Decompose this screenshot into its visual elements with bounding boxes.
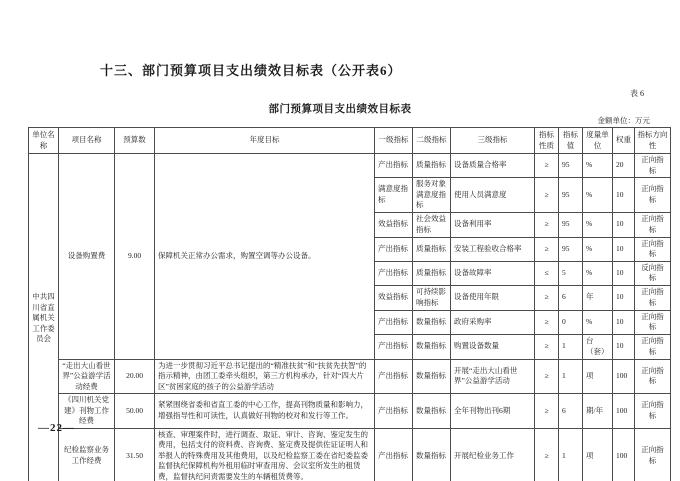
annual-goal-cell: 为进一步贯彻习近平总书记提出的“精准扶贫”和“扶贫先扶智”的指示精神，由团工委牵头组织，第三方机构承办，针对“四大片区”贫困家庭的孩子的公益游学活动 bbox=[155, 359, 375, 394]
indicator-l2-cell: 数量指标 bbox=[413, 334, 451, 359]
budget-cell: 31.50 bbox=[115, 428, 155, 481]
table-row bbox=[29, 394, 671, 429]
header-project-name: 项目名称 bbox=[59, 128, 115, 154]
indicator-weight-cell: 100 bbox=[613, 428, 635, 481]
table-row bbox=[29, 428, 671, 481]
indicator-l3-cell: 设备质量合格率 bbox=[451, 154, 535, 178]
project-name-cell: 设备购置费 bbox=[59, 154, 115, 360]
annual-goal-cell: 紧紧围绕省委和省直工委的中心工作，提高刊物质量和影响力，增强指导性和可读性，认真做好刊物的校对和发行等工作。 bbox=[155, 394, 375, 429]
indicator-direction-cell: 正向指标 bbox=[635, 394, 671, 429]
indicator-direction-cell: 反向指标 bbox=[635, 261, 671, 285]
unit-name-cell: 中共四川省直属机关工作委员会 bbox=[29, 154, 59, 481]
indicator-unit-cell: 期/年 bbox=[583, 394, 613, 429]
indicator-weight-cell: 100 bbox=[613, 394, 635, 429]
indicator-direction-cell: 正向指标 bbox=[635, 310, 671, 334]
section-title: 十三、部门预算项目支出绩效目标表（公开表6） bbox=[100, 63, 402, 78]
indicator-nature-cell: ≥ bbox=[535, 237, 559, 261]
header-nature: 指标性质 bbox=[535, 128, 559, 154]
indicator-nature-cell: ≥ bbox=[535, 285, 559, 310]
page-number: —22— bbox=[38, 422, 75, 434]
indicator-direction-cell: 正向指标 bbox=[635, 178, 671, 213]
indicator-l1-cell: 产出指标 bbox=[375, 154, 413, 178]
indicator-l3-cell: 开展“走出大山看世界”公益游学活动 bbox=[451, 359, 535, 394]
indicator-unit-cell: % bbox=[583, 212, 613, 237]
indicator-nature-cell: ≥ bbox=[535, 212, 559, 237]
header-direction: 指标方向性 bbox=[635, 128, 671, 154]
indicator-l3-cell: 设备利用率 bbox=[451, 212, 535, 237]
indicator-direction-cell: 正向指标 bbox=[635, 212, 671, 237]
indicator-unit-cell: 台（套） bbox=[583, 334, 613, 359]
indicator-nature-cell: ≥ bbox=[535, 428, 559, 481]
indicator-nature-cell: ≥ bbox=[535, 334, 559, 359]
amount-unit-note: 金额单位：万元 bbox=[597, 116, 650, 125]
header-l3: 三级指标 bbox=[451, 128, 535, 154]
project-name-cell: “走出大山看世界”公益游学活动经费 bbox=[59, 359, 115, 394]
header-row bbox=[29, 128, 671, 154]
header-budget: 预算数 bbox=[115, 128, 155, 154]
budget-cell: 50.00 bbox=[115, 394, 155, 429]
indicator-weight-cell: 10 bbox=[613, 285, 635, 310]
indicator-l2-cell: 质量指标 bbox=[413, 154, 451, 178]
indicator-weight-cell: 10 bbox=[613, 237, 635, 261]
indicator-l3-cell: 设备使用年限 bbox=[451, 285, 535, 310]
indicator-unit-cell: 项 bbox=[583, 359, 613, 394]
indicator-direction-cell: 正向指标 bbox=[635, 334, 671, 359]
indicator-nature-cell: ≥ bbox=[535, 154, 559, 178]
indicator-direction-cell: 正向指标 bbox=[635, 359, 671, 394]
indicator-l2-cell: 质量指标 bbox=[413, 237, 451, 261]
indicator-weight-cell: 10 bbox=[613, 261, 635, 285]
indicator-value-cell: 5 bbox=[559, 261, 583, 285]
indicator-l1-cell: 效益指标 bbox=[375, 285, 413, 310]
indicator-l1-cell: 产出指标 bbox=[375, 261, 413, 285]
indicator-direction-cell: 正向指标 bbox=[635, 237, 671, 261]
indicator-l3-cell: 全年刊物出刊6期 bbox=[451, 394, 535, 429]
indicator-nature-cell: ≥ bbox=[535, 394, 559, 429]
indicator-weight-cell: 10 bbox=[613, 212, 635, 237]
header-unit-name: 单位名称 bbox=[29, 128, 59, 154]
indicator-direction-cell: 正向指标 bbox=[635, 154, 671, 178]
indicator-value-cell: 95 bbox=[559, 237, 583, 261]
project-name-cell: 纪检监察业务工作经费 bbox=[59, 428, 115, 481]
annual-goal-cell: 核查、审理案件时，进行调查、取证、审计、咨询、鉴定发生的费用，包括支付的资料费、咨询费、鉴定费及提供佐证证明人和举报人的特殊费用及其他费用，以及纪检监察工委在省纪委监委监督执纪保障机构外租用临时审查用房、会议室所发生的租赁费，监督执纪问责需要发生的车辆租赁费等。 bbox=[155, 428, 375, 481]
indicator-value-cell: 1 bbox=[559, 334, 583, 359]
table-number-label: 表 6 bbox=[630, 89, 644, 98]
indicator-value-cell: 1 bbox=[559, 428, 583, 481]
indicator-unit-cell: 年 bbox=[583, 285, 613, 310]
indicator-l2-cell: 可持续影响指标 bbox=[413, 285, 451, 310]
indicator-value-cell: 95 bbox=[559, 212, 583, 237]
table-title: 部门预算项目支出绩效目标表 bbox=[268, 104, 412, 115]
indicator-direction-cell: 正向指标 bbox=[635, 428, 671, 481]
header-weight: 权重 bbox=[613, 128, 635, 154]
indicator-value-cell: 95 bbox=[559, 154, 583, 178]
indicator-l3-cell: 政府采购率 bbox=[451, 310, 535, 334]
indicator-value-cell: 6 bbox=[559, 285, 583, 310]
header-unit: 度量单位 bbox=[583, 128, 613, 154]
indicator-l1-cell: 产出指标 bbox=[375, 334, 413, 359]
indicator-l3-cell: 安装工程验收合格率 bbox=[451, 237, 535, 261]
indicator-nature-cell: ≥ bbox=[535, 310, 559, 334]
indicator-unit-cell: % bbox=[583, 154, 613, 178]
indicator-l1-cell: 产出指标 bbox=[375, 359, 413, 394]
indicator-l1-cell: 产出指标 bbox=[375, 310, 413, 334]
indicator-l3-cell: 使用人员满意度 bbox=[451, 178, 535, 213]
header-annual-goal: 年度目标 bbox=[155, 128, 375, 154]
indicator-l2-cell: 社会效益指标 bbox=[413, 212, 451, 237]
indicator-unit-cell: % bbox=[583, 261, 613, 285]
annual-goal-cell: 保障机关正常办公需求，购置空调等办公设备。 bbox=[155, 154, 375, 360]
indicator-l1-cell: 产出指标 bbox=[375, 428, 413, 481]
indicator-unit-cell: % bbox=[583, 237, 613, 261]
indicator-value-cell: 1 bbox=[559, 359, 583, 394]
table-row bbox=[29, 359, 671, 394]
indicator-value-cell: 6 bbox=[559, 394, 583, 429]
project-name-cell: 《四川机关党建》刊物工作经费 bbox=[59, 394, 115, 429]
indicator-l2-cell: 服务对象满意度指标 bbox=[413, 178, 451, 213]
indicator-unit-cell: % bbox=[583, 310, 613, 334]
indicator-weight-cell: 10 bbox=[613, 334, 635, 359]
indicator-nature-cell: ≥ bbox=[535, 178, 559, 213]
indicator-l1-cell: 产出指标 bbox=[375, 394, 413, 429]
indicator-weight-cell: 20 bbox=[613, 154, 635, 178]
indicator-nature-cell: ≥ bbox=[535, 359, 559, 394]
header-l1: 一级指标 bbox=[375, 128, 413, 154]
indicator-l3-cell: 购置设备数量 bbox=[451, 334, 535, 359]
indicator-l1-cell: 产出指标 bbox=[375, 237, 413, 261]
indicator-weight-cell: 10 bbox=[613, 178, 635, 213]
indicator-unit-cell: 项 bbox=[583, 428, 613, 481]
indicator-direction-cell: 正向指标 bbox=[635, 285, 671, 310]
indicator-l2-cell: 质量指标 bbox=[413, 261, 451, 285]
indicator-value-cell: 0 bbox=[559, 310, 583, 334]
header-value: 指标值 bbox=[559, 128, 583, 154]
indicator-l3-cell: 开展纪检业务工作 bbox=[451, 428, 535, 481]
indicator-weight-cell: 10 bbox=[613, 310, 635, 334]
indicator-l2-cell: 数量指标 bbox=[413, 394, 451, 429]
budget-cell: 9.00 bbox=[115, 154, 155, 360]
indicator-l2-cell: 数量指标 bbox=[413, 428, 451, 481]
indicator-l1-cell: 效益指标 bbox=[375, 212, 413, 237]
header-l2: 二级指标 bbox=[413, 128, 451, 154]
indicator-unit-cell: % bbox=[583, 178, 613, 213]
indicator-weight-cell: 100 bbox=[613, 359, 635, 394]
indicator-l2-cell: 数量指标 bbox=[413, 359, 451, 394]
indicator-l3-cell: 设备故障率 bbox=[451, 261, 535, 285]
table-row bbox=[29, 154, 671, 178]
budget-performance-table bbox=[28, 127, 671, 481]
budget-cell: 20.00 bbox=[115, 359, 155, 394]
indicator-l2-cell: 数量指标 bbox=[413, 310, 451, 334]
indicator-value-cell: 95 bbox=[559, 178, 583, 213]
indicator-nature-cell: ≤ bbox=[535, 261, 559, 285]
indicator-l1-cell: 满意度指标 bbox=[375, 178, 413, 213]
